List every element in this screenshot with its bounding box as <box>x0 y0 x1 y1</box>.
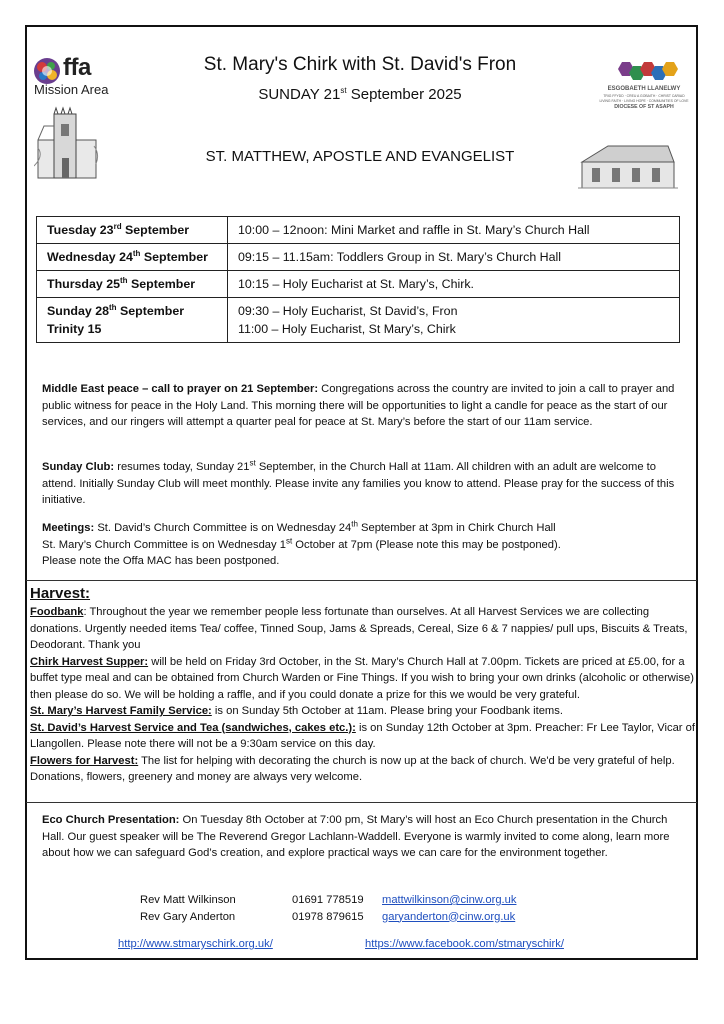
service-day: Sunday 28th September Trinity 15 <box>37 298 228 343</box>
church-building-sketch-icon <box>578 140 678 190</box>
table-row <box>37 271 680 298</box>
diocese-logo <box>596 60 692 120</box>
service-day: Tuesday 23rd September <box>37 217 228 244</box>
contact-row <box>140 892 516 909</box>
offa-mission-logo <box>32 56 112 104</box>
contact-name: Rev Gary Anderton <box>140 910 236 923</box>
contact-email-link[interactable]: mattwilkinson@cinw.org.uk <box>382 894 517 906</box>
diocese-motto-welsh: TRIG FFYDD · CREU A GOBAITH · CHRIST CARIAD <box>603 94 685 98</box>
service-detail: 10:00 – 12noon: Mini Market and raffle in St. Mary’s Church Hall <box>228 217 680 244</box>
contact-name: Rev Matt Wilkinson <box>140 894 236 906</box>
weekly-services-table <box>36 216 680 343</box>
diocese-welsh-name: ESGOBAETH LLANELWY <box>607 86 681 92</box>
section-divider <box>26 802 697 803</box>
harvest-details <box>30 604 696 786</box>
eco-church-notice: Eco Church Presentation: On Tuesday 8th October at 7:00 pm, St Mary’s will host an Eco Church presentation in the Church Hall. Our guest speaker will be The Reverend Gregor Lachlann-Waddell. Everyone is warmly invited to come along, learn more about how we can safeguard God’s creation, and explore practical ways we can care for the environment together. <box>42 814 670 859</box>
family-service-notice: St. Mary’s Harvest Family Service: is on Sunday 5th October at 11am. Please bring your Foodbank items. <box>30 705 563 717</box>
diocese-motto-english: LIVING FAITH · LIVING HOPE · COMMUNITIES OF LOVE <box>599 99 689 103</box>
section-divider <box>26 580 697 581</box>
contact-phone: 01691 778519 <box>292 894 364 906</box>
service-day: Thursday 25th September <box>37 271 228 298</box>
service-detail: 09:15 – 11.15am: Toddlers Group in St. Mary’s Church Hall <box>228 244 680 271</box>
table-row <box>37 244 680 271</box>
service-day-subtitle: Trinity 15 <box>47 322 102 336</box>
service-day: Wednesday 24th September <box>37 244 228 271</box>
website-link[interactable]: http://www.stmaryschirk.org.uk/ <box>118 938 273 950</box>
foodbank-notice: Foodbank: Throughout the year we remember people less fortunate than ourselves. At all Harvest Services we are collecting donations. Urgently needed items Tea/ coffee, Tinned Soup, Jams & Spreads, Cereal, Size 6 & 7 nappies/ pull ups, Biscuits & Treats, Deodorant. Thank you <box>30 606 688 651</box>
table-row <box>37 217 680 244</box>
feast-day-title: ST. MATTHEW, APOSTLE AND EVANGELIST <box>205 148 515 165</box>
service-detail: 09:30 – Holy Eucharist, St David’s, Fron 11:00 – Holy Eucharist, St Mary’s, Chirk <box>228 298 680 343</box>
logo-subtitle: Mission Area <box>34 82 109 97</box>
logo-word: ffa <box>63 54 91 81</box>
peace-notice: Middle East peace – call to prayer on 21 September: Congregations across the country are invited to join a call to prayer and public witness for peace in the Holy Land. This morning there will be opportunities to light a candle for peace as the start of our services, and our ringers will attempt a quarter peal for peace at St. Mary’s before the start of our 11am service. <box>42 383 675 428</box>
sunday-club-notice: Sunday Club: resumes today, Sunday 21st September, in the Church Hall at 11am. All children with an adult are welcome to attend. Initially Sunday Club will meet monthly. Please invite any families you know to attend. Please pray for the success of this initiative. <box>42 458 675 506</box>
st-davids-harvest-notice: St. David’s Harvest Service and Tea (sandwiches, cakes etc.): is on Sunday 12th October at 3pm. Preacher: Fr Lee Taylor, Vicar of Llangollen. Please note there will not be a 9:30am service on this day. <box>30 721 695 750</box>
meetings-notice: Meetings: St. David’s Church Committee is on Wednesday 24th September at 3pm in Chirk Church Hall St. Mary’s Church Committee is on Wednesday 1st October at 7pm (Please note this may be postponed). Please note the Offa MAC has been postponed. <box>42 519 561 567</box>
parish-title: St. Mary's Chirk with St. David's Fron <box>203 54 517 75</box>
service-detail: 10:15 – Holy Eucharist at St. Mary’s, Chirk. <box>228 271 680 298</box>
contact-phone: 01978 879615 <box>292 910 364 923</box>
contact-email-link[interactable]: garyanderton@cinw.org.uk <box>382 910 516 923</box>
harvest-supper-notice: Chirk Harvest Supper: will be held on Friday 3rd October, in the St. Mary’s Church Hall at 7.00pm. Tickets are priced at £5.00, for a buffet type meal and can be obtained from Church Warden or Fine Things. If you wish to bring your own drinks (alcoholic or otherwise) then please do so. We will be holding a raffle, and if you could donate a prize for this we would be very grateful. <box>30 655 694 701</box>
harvest-heading: Harvest: <box>30 585 91 602</box>
diocese-emblem-icon <box>596 60 692 84</box>
contact-row <box>140 909 516 926</box>
diocese-english-name: DIOCESE OF ST ASAPH <box>614 104 674 110</box>
church-tower-sketch-icon <box>34 106 100 182</box>
clergy-contacts <box>140 892 516 925</box>
flowers-notice: Flowers for Harvest: The list for helping with decorating the church is now up at the back of church. We'd be very grateful of help. Donations, flowers, greenery and money are always very welcome. <box>30 754 675 783</box>
facebook-link[interactable]: https://www.facebook.com/stmaryschirk/ <box>365 938 564 950</box>
service-date: SUNDAY 21st September 2025 <box>258 86 462 103</box>
table-row <box>37 298 680 343</box>
